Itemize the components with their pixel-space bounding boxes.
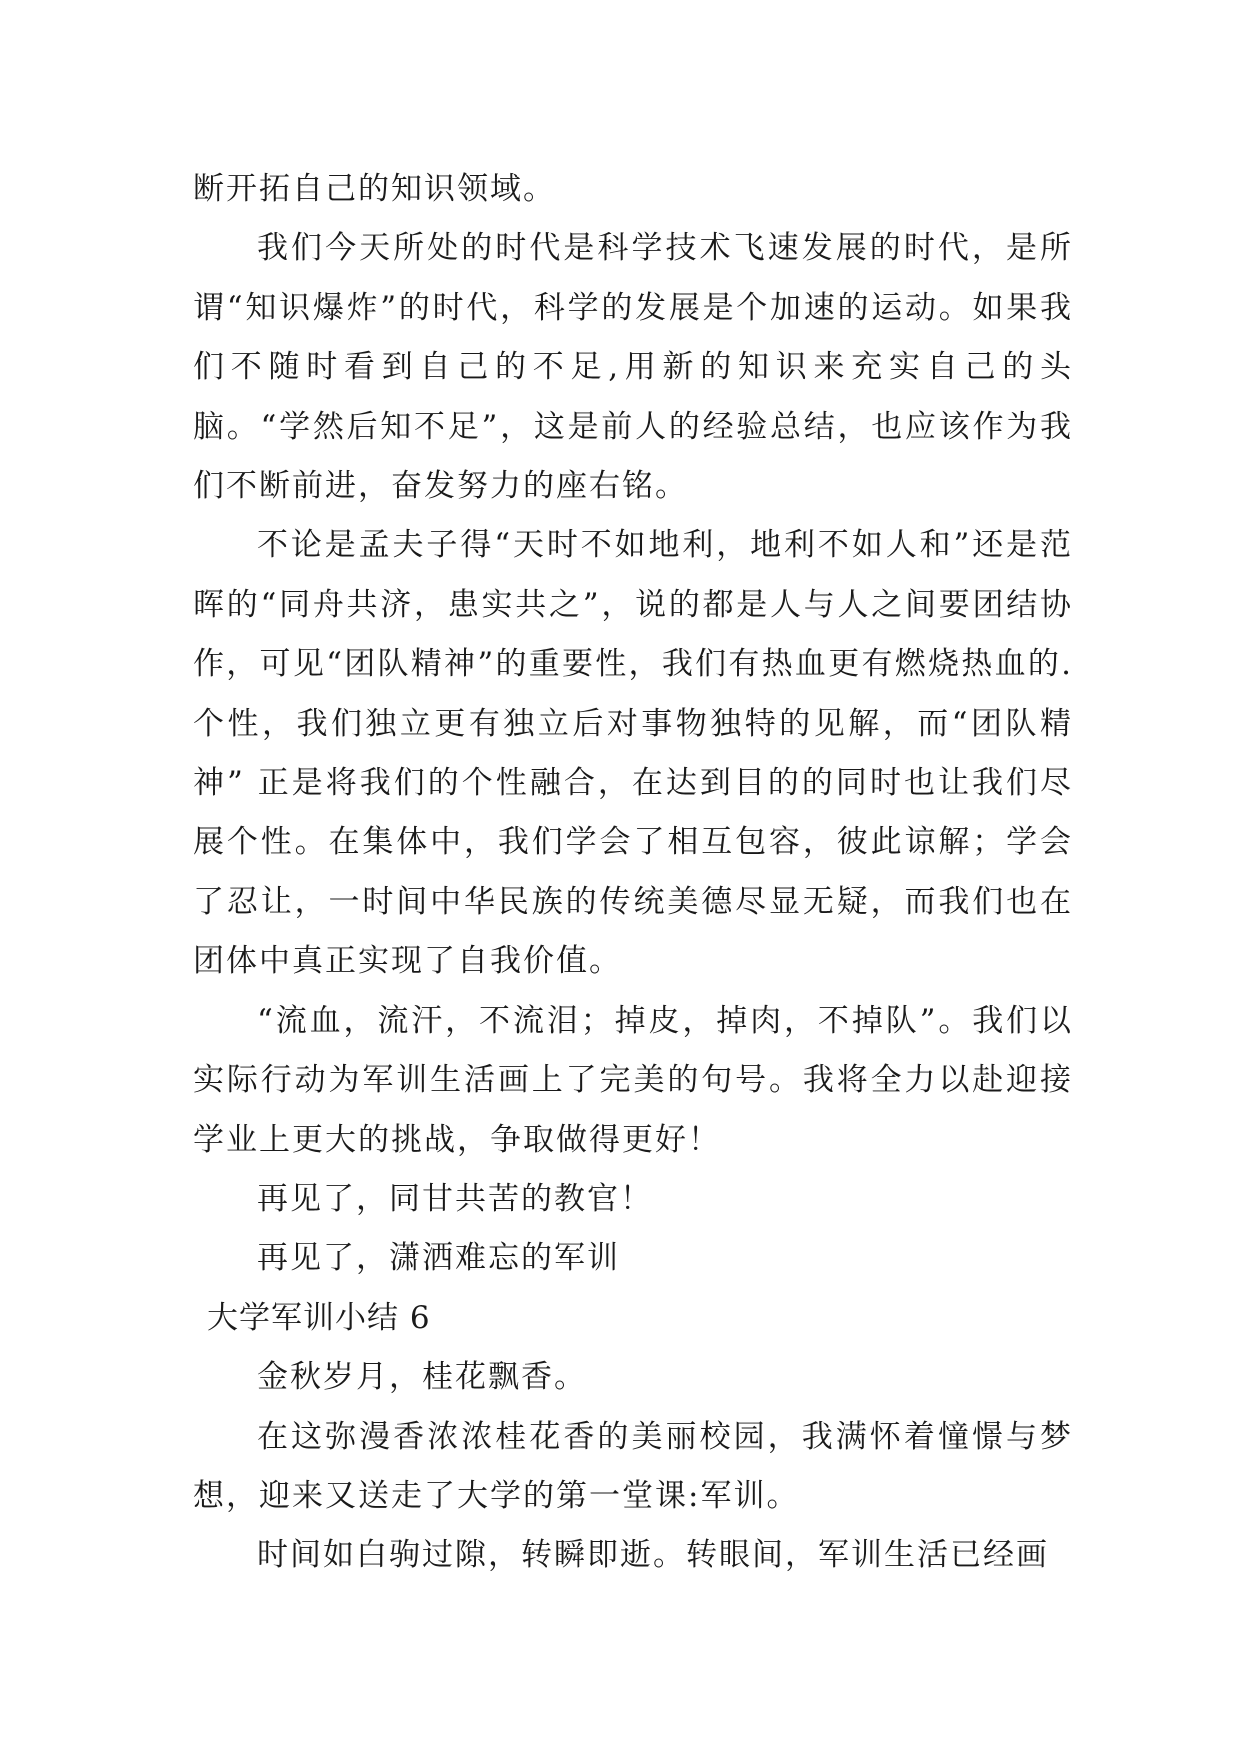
section-heading: 大学军训小结 6 (207, 1299, 431, 1336)
paragraph: “流血，流汗，不流泪；掉皮，掉肉，不掉队”。我们以实际行动为军训生活画上了完美的句号。我将全力以赴迎接学业上更大的挑战，争取做得更好！ (193, 1002, 1073, 1158)
paragraph: 时间如白驹过隙，转瞬即逝。转眼间，军训生活已经画 (257, 1537, 1049, 1574)
paragraph: 不论是孟夫子得“天时不如地利，地利不如人和”还是范晖的“同舟共济，患实共之”，说的都是人与人之间要团结协作，可见“团队精神”的重要性，我们有热血更有燃烧热血的.个性，我们独立更有独立后对事物独特的见解，而“团队精神” 正是将我们的个性融合，在达到目的的同时也让我们尽展个性。在集体中，我们学会了相互包容，彼此谅解；学会了忍让，一时间中华民族的传统美德尽显无疑，而我们也在团体中真正实现了自我价值。 (193, 527, 1073, 980)
paragraph: 在这弥漫香浓浓桂花香的美丽校园，我满怀着憧憬与梦想，迎来又送走了大学的第一堂课:军训。 (193, 1418, 1073, 1514)
paragraph: 再见了，同甘共苦的教官！ (257, 1180, 653, 1217)
paragraph: 断开拓自己的知识领域。 (193, 171, 556, 207)
paragraph: 再见了，潇洒难忘的军训 (257, 1240, 620, 1277)
document-body (193, 160, 1073, 1586)
paragraph: 金秋岁月，桂花飘香。 (257, 1359, 587, 1396)
paragraph: 我们今天所处的时代是科学技术飞速发展的时代，是所谓“知识爆炸”的时代，科学的发展是个加速的运动。如果我们不随时看到自己的不足,用新的知识来充实自己的头脑。“学然后知不足”，这是前人的经验总结，也应该作为我们不断前进，奋发努力的座右铭。 (193, 230, 1073, 505)
